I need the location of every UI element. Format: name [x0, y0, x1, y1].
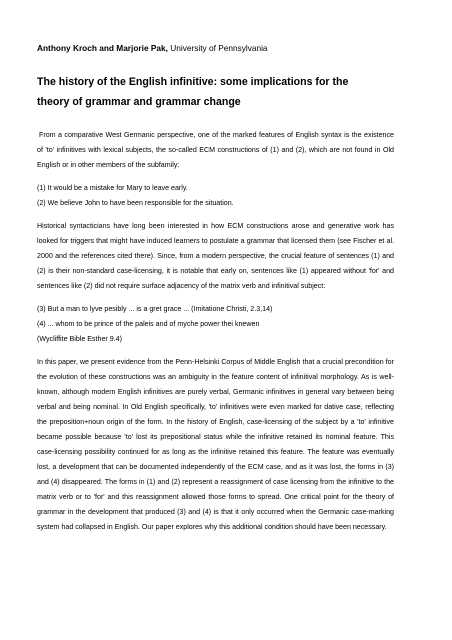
author-affiliation: University of Pennsylvania	[167, 43, 268, 53]
paper-title	[37, 73, 394, 112]
example-4: (4) ... whom to be prince of the paleis and of myche power thei knewen	[37, 320, 260, 328]
author-names: Anthony Kroch and Marjorie Pak,	[37, 43, 168, 53]
example-2: (2) We believe John to have been responsible for the situation.	[37, 199, 234, 207]
example-4-source: (Wycliffite Bible Esther 9.4)	[37, 335, 122, 343]
example-block-3-4	[37, 302, 394, 347]
paragraph-intro: From a comparative West Germanic perspective, one of the marked features of English syntax is the existence of 'to' infinitives with lexical subjects, the so-called ECM constructions of (1) and (2), which are not found in Old English or in other members of the subfamily:	[37, 131, 394, 169]
example-block-1-2	[37, 181, 394, 211]
example-3: (3) But a man to lyve pesibly ... is a gret grace ... (Imitatione Christi, 2.3,14)	[37, 305, 273, 313]
paper-title-line-2: theory of grammar and grammar change	[37, 95, 241, 108]
paper-title-line-1: The history of the English infinitive: some implications for the	[37, 76, 349, 88]
example-1: (1) It would be a mistake for Mary to leave early.	[37, 184, 188, 192]
paragraph-background: Historical syntacticians have long been interested in how ECM constructions arose and generative work has looked for triggers that might have induced learners to postulate a grammar that licensed them (see Fischer et al. 2000 and the references cited there). Since, from a modern perspective, the crucial feature of sentences (1) and (2) is their non-standard case-licensing, it is notable that early on, sentences like (1) appeared without 'for' and sentences like (2) did not require surface adjacency of the matrix verb and infinitival subject:	[37, 222, 394, 290]
author-line	[37, 43, 394, 54]
paragraph-evidence: In this paper, we present evidence from the Penn-Helsinki Corpus of Middle English that a crucial precondition for the evolution of these constructions was an ambiguity in the feature content of infinitival morphology. As is well-known, although modern English infinitives are purely verbal, Germanic infinitives in general vary between being verbal and being nominal. In Old English specifically, 'to' infinitives were even marked for dative case, reflecting the preposition+noun origin of the form. In the history of English, case-licensing of the subject by a 'to' infinitive became possible because 'to' lost its prepositional status while the infinitive retained its nominal feature. This case-licensing possibility continued for as long as the infinitive retained this feature. The feature was eventually lost, a development that can be documented independently of the ECM case, and as it was lost, the forms in (3) and (4) disappeared. The forms in (1) and (2) represent a reassignment of case licensing from the infinitive to the matrix verb or to 'for' and this reassignment allowed those forms to spread. One critical point for the theory of grammar in the development that produced (3) and (4) is that it only occurred when the Germanic case-marking system had collapsed in English. Our paper explores why this additional condition should have been necessary.	[37, 358, 394, 531]
